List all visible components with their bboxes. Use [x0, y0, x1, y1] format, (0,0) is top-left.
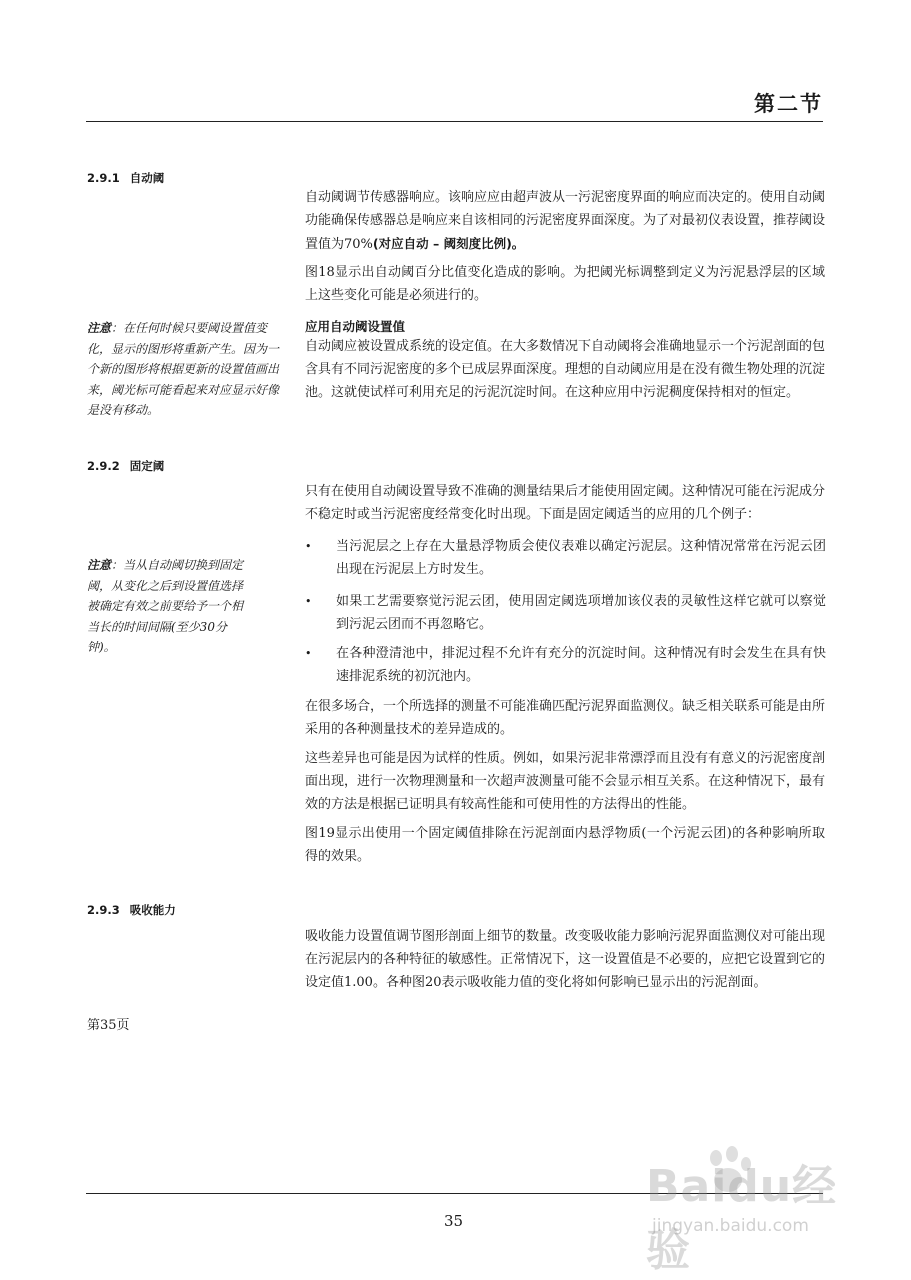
- section-title: 自动阈: [129, 171, 165, 185]
- side-note-auto-threshold: 注意：在任何时候只要阈设置值变化，显示的图形将重新产生。因为一个新的图形将根据更新的设置值画出来，阈光标可能看起来对应显示好像是没有移动。: [87, 321, 280, 417]
- baidu-watermark: [640, 1150, 840, 1276]
- section-title: 吸收能力: [129, 903, 176, 917]
- header-rule: [86, 121, 823, 122]
- section-number: 2.9.1: [87, 171, 120, 185]
- subheading-apply-auto-threshold: 应用自动阈设置值: [305, 319, 406, 334]
- list-item: 在各种澄清池中，排泥过程不允许有充分的沉淀时间。这种情况有时会发生在具有快速排泥系统的初沉池内。: [336, 646, 826, 684]
- paragraph-auto-threshold-intro: 自动阈调节传感器响应。该响应应由超声波从一污泥密度界面的响应而决定的。使用自动阈功能确保传感器总是响应来自该相同的污泥密度界面深度。为了对最初仪表设置，推荐阈设置值为70%(对应自动 – 阈刻度比例)。: [305, 190, 826, 252]
- bullet-marker: •: [305, 647, 312, 660]
- list-item: 如果工艺需要察觉污泥云团，使用固定阈选项增加该仪表的灵敏性这样它就可以察觉到污泥云团而不再忽略它。: [336, 594, 826, 632]
- paragraph-measurement-mismatch: 在很多场合，一个所选择的测量不可能准确匹配污泥界面监测仪。缺乏相关联系可能是由所采用的各种测量技术的差异造成的。: [305, 699, 826, 737]
- section-2-9-1-heading: [87, 170, 164, 186]
- section-2-9-3-heading: [87, 902, 176, 918]
- paragraph-fixed-threshold-intro: 只有在使用自动阈设置导致不准确的测量结果后才能使用固定阈。这种情况可能在污泥成分不稳定时或当污泥密度经常变化时出现。下面是固定阈适当的应用的几个例子：: [305, 484, 826, 522]
- paragraph-sample-nature: 这些差异也可能是因为试样的性质。例如，如果污泥非常漂浮而且没有有意义的污泥密度剖面出现，进行一次物理测量和一次超声波测量可能不会显示相互关系。在这种情况下，最有效的方法是根据已证明具有较高性能和可使用性的方法得出的性能。: [305, 751, 826, 812]
- watermark-url: jingyan.baidu.com: [652, 1216, 809, 1236]
- page-number: 35: [444, 1212, 464, 1230]
- section-title: 固定阈: [129, 459, 165, 473]
- chapter-title: 第二节: [754, 92, 823, 116]
- paragraph-figure19: 图19显示出使用一个固定阈值排除在污泥剖面内悬浮物质(一个污泥云团)的各种影响所取得的效果。: [305, 826, 825, 864]
- side-note-fixed-threshold: 注意：当从自动阈切换到固定阈，从变化之后到设置值选择被确定有效之前要给予一个相当长的时间间隔(至少30分钟)。: [87, 558, 244, 654]
- bullet-marker: •: [305, 595, 312, 608]
- bullet-marker: •: [305, 540, 312, 553]
- watermark-logo: Baidu经验: [646, 1161, 838, 1276]
- page-label: 第35页: [87, 1018, 130, 1033]
- paragraph-auto-threshold-application: 自动阈应被设置成系统的设定值。在大多数情况下自动阈将会准确地显示一个污泥剖面的包含具有不同污泥密度的多个已成层界面深度。理想的自动阈应用是在没有微生物处理的沉淀池。这就使试样可利用充足的污泥沉淀时间。在这种应用中污泥稠度保持相对的恒定。: [305, 339, 826, 400]
- section-number: 2.9.2: [87, 459, 120, 473]
- section-number: 2.9.3: [87, 903, 120, 917]
- list-item: 当污泥层之上存在大量悬浮物质会使仪表难以确定污泥层。这种情况常常在污泥云团出现在污泥层上方时发生。: [336, 539, 826, 577]
- paragraph-absorption: 吸收能力设置值调节图形剖面上细节的数量。改变吸收能力影响污泥界面监测仪对可能出现在污泥层内的各种特征的敏感性。正常情况下，这一设置值是不必要的，应把它设置到它的设定值1.00。各种图20表示吸收能力值的变化将如何影响已显示出的污泥剖面。: [305, 929, 826, 990]
- section-2-9-2-heading: [87, 458, 164, 474]
- paragraph-figure18: 图18显示出自动阈百分比值变化造成的影响。为把阈光标调整到定义为污泥悬浮层的区域上这些变化可能是必须进行的。: [305, 265, 825, 303]
